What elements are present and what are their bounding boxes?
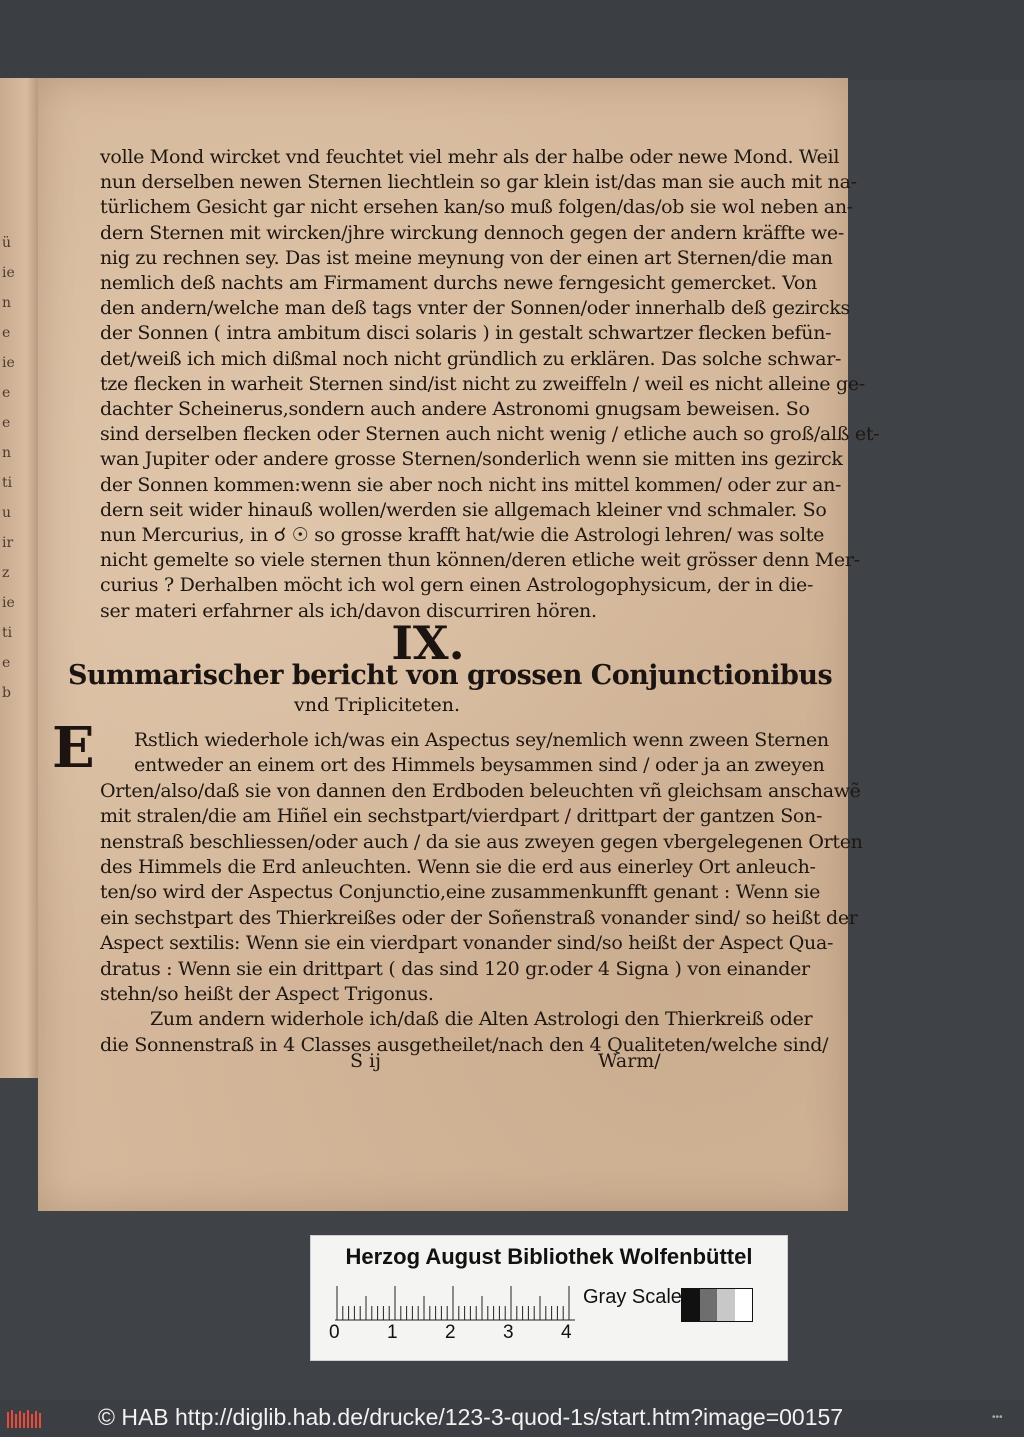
text-line: tze flecken in warheit Sternen sind/ist nicht zu zweiffeln / weil es nicht alleine ge- [100, 372, 865, 395]
previous-page-fragment: ir [2, 535, 14, 551]
ruler-number: 0 [329, 1322, 340, 1343]
section-subtitle: vnd Tripliciteten. [294, 694, 461, 716]
text-line: dratus : Wenn sie ein drittpart ( das sind 120 gr.oder 4 Signa ) von einander [100, 957, 810, 980]
text-line: sind derselben flecken oder Sternen auch nicht wenig / etliche auch so groß/alß et- [100, 423, 880, 446]
ruler-number: 2 [445, 1322, 456, 1343]
text-line: Aspect sextilis: Wenn sie ein vierdpart vonander sind/so heißt der Aspect Qua- [100, 932, 834, 955]
text-line: türlichem Gesicht gar nicht ersehen kan/so muß folgen/das/ob sie wol neben an- [100, 196, 853, 219]
previous-page-fragment: u [2, 505, 12, 521]
text-line: dern seit wider hinauß wollen/werden sie allgemach kleiner vnd schmaler. So [100, 498, 827, 521]
previous-page-fragment: e [2, 655, 11, 671]
previous-page-edge [0, 78, 38, 1078]
ruler-numbers [329, 1322, 589, 1348]
ruler-number: 1 [387, 1322, 398, 1343]
text-line: curius ? Derhalben möcht ich wol gern einen Astrologophysicum, der in die- [100, 574, 814, 597]
section-number: IX. [391, 616, 465, 670]
previous-page-fragment: ti [2, 625, 13, 641]
gray-patch [682, 1289, 700, 1321]
text-line: ten/so wird der Aspectus Conjunctio,eine zusammenkunfft genant : Wenn sie [100, 881, 821, 904]
hab-logo-icon [6, 1408, 46, 1430]
previous-page-fragment: n [2, 445, 12, 461]
text-line: dern Sternen mit wircken/jhre wirckung dennoch gegen der andern kräffte we- [100, 221, 844, 244]
text-line: nig zu rechnen sey. Das ist meine meynung von der einen art Sternen/die man [100, 246, 833, 269]
text-line: Zum andern widerhole ich/daß die Alten Astrologi den Thierkreiß oder [150, 1008, 813, 1031]
gray-patch [735, 1289, 753, 1321]
color-calibration-card [310, 1235, 788, 1361]
previous-page-fragment: e [2, 415, 11, 431]
gray-patch [700, 1289, 718, 1321]
text-line: nicht gemelte so viele sternen thun können/deren etliche weit grösser denn Mer- [100, 549, 860, 572]
text-line: ser materi erfahrner als ich/davon discurriren hören. [100, 599, 597, 622]
previous-page-fragment: ie [2, 595, 15, 611]
gray-scale-patches [681, 1288, 753, 1322]
text-line: des Himmels die Erd anleuchten. Wenn sie die erd aus einerley Ort anleuch- [100, 856, 816, 878]
previous-page-fragment: e [2, 325, 11, 341]
text-line: wan Jupiter oder andere grosse Sternen/sonderlich wenn sie mitten ins gezirck [100, 448, 843, 471]
text-line: entweder an einem ort des Himmels beysammen sind / oder ja an zweyen [134, 754, 825, 777]
gray-patch [717, 1289, 735, 1321]
top-dark-band [0, 0, 1024, 80]
drop-capital: E [52, 715, 95, 781]
text-line: nemlich deß nachts am Firmament durchs newe ferngesicht gemercket. Von [100, 272, 817, 294]
previous-page-fragment: ti [2, 475, 13, 491]
footer-bar [0, 1400, 1024, 1437]
previous-page-fragment: z [2, 565, 10, 581]
text-line: mit stralen/die am Hiñel ein sechstpart/vierdpart / drittpart der gantzen Son- [100, 805, 823, 828]
ruler-number: 3 [503, 1322, 514, 1343]
previous-page-fragments [2, 228, 34, 708]
library-name: Herzog August Bibliothek Wolfenbüttel [345, 1244, 753, 1269]
signature-mark: S ij [350, 1050, 382, 1072]
previous-page-fragment: ie [2, 265, 15, 281]
text-line: der Sonnen ( intra ambitum disci solaris ) in gestalt schwartzer flecken befün- [100, 322, 832, 345]
ruler-number: 4 [561, 1322, 572, 1343]
previous-page-fragment: b [2, 685, 11, 701]
text-line: nenstraß beschliessen/oder auch / da sie aus zweyen gegen vbergelegenen Orten [100, 830, 863, 853]
menu-dots-icon[interactable]: ••• [992, 1412, 1003, 1423]
text-line: ein sechstpart des Thierkreißes oder der Soñenstraß vonander sind/ so heißt der [100, 906, 858, 929]
text-line: den andern/welche man deß tags vnter der Sonnen/oder innerhalb deß gezircks [100, 297, 850, 320]
text-line: die Sonnenstraß in 4 Classes ausgetheilet/nach den 4 Qualiteten/welche sind/ [100, 1033, 829, 1056]
text-line: der Sonnen kommen:wenn sie aber noch nicht ins mittel kommen/ oder zur an- [100, 473, 842, 496]
ruler-scale [335, 1282, 577, 1322]
text-line: stehn/so heißt der Aspect Trigonus. [100, 983, 434, 1005]
book-page [38, 78, 880, 1211]
copyright-url: © HAB http://diglib.hab.de/drucke/123-3-quod-1s/start.htm?image=00157 [98, 1404, 844, 1430]
previous-page-fragment: n [2, 295, 12, 311]
text-line: Rstlich wiederhole ich/was ein Aspectus sey/nemlich wenn zween Sternen [134, 729, 829, 751]
previous-page-fragment: ie [2, 355, 15, 371]
text-line: nun derselben newen Sternen liechtlein so gar klein ist/das man sie auch mit na- [100, 171, 857, 194]
catchword: Warm/ [598, 1050, 661, 1072]
section-title: Summarischer bericht von grossen Conjunctionibus [68, 660, 833, 691]
gray-scale-label: Gray Scale [583, 1286, 682, 1308]
text-line: volle Mond wircket vnd feuchtet viel mehr als der halbe oder newe Mond. Weil [100, 146, 840, 168]
text-line: dachter Scheinerus,sondern auch andere Astronomi gnugsam beweisen. So [100, 398, 810, 420]
text-line: nun Mercurius, in ☌ ☉ so grosse krafft hat/wie die Astrologi lehren/ was solte [100, 524, 825, 546]
previous-page-fragment: e [2, 385, 11, 401]
text-line: Orten/also/daß sie von dannen den Erdboden beleuchten vñ gleichsam anschawẽ [100, 779, 861, 802]
text-line: det/weiß ich mich dißmal noch nicht gründlich zu erklären. Das solche schwar- [100, 347, 842, 370]
previous-page-fragment: ü [2, 235, 12, 251]
